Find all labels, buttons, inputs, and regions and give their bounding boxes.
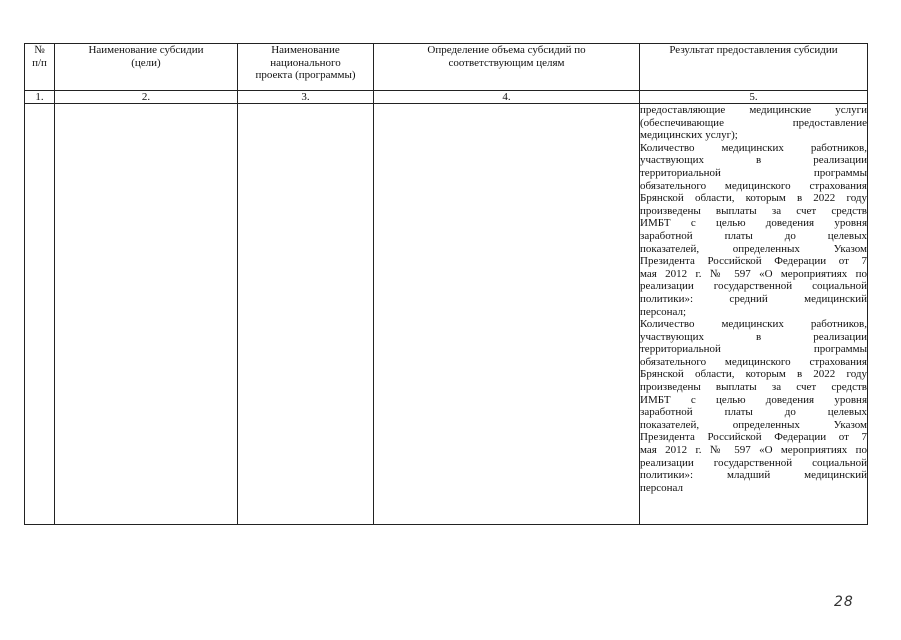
result-line: заработной платы до целевых	[640, 406, 867, 419]
header-volume	[374, 44, 640, 91]
column-number-1: 1.	[25, 91, 55, 104]
header-number	[25, 44, 55, 91]
table-row	[25, 104, 868, 525]
header-result	[640, 44, 868, 91]
result-line: персонал;	[640, 305, 687, 318]
result-line: обязательного медицинского страхования	[640, 179, 867, 192]
result-line: участвующих в реализации	[640, 330, 867, 343]
header-project-name	[238, 44, 374, 91]
result-text	[640, 104, 867, 494]
header-project-name-label: Наименование национального проекта (программы)	[255, 44, 356, 82]
header-result-label: Результат предоставления субсидии	[669, 44, 838, 56]
result-line: обязательного медицинского страхования	[640, 355, 867, 368]
result-line: Президента Российской Федерации от 7	[640, 431, 867, 444]
cell-result	[640, 104, 868, 525]
result-line: мая 2012 г. № 597 «О мероприятиях по	[640, 444, 867, 457]
result-line: заработной платы до целевых	[640, 229, 867, 242]
header-volume-label: Определение объема субсидий по соответствующим целям	[427, 44, 586, 69]
result-line: медицинских услуг);	[640, 129, 738, 142]
cell-project-name	[238, 104, 374, 525]
column-number-4: 4.	[374, 91, 640, 104]
result-line: Количество медицинских работников,	[640, 141, 867, 154]
result-line: произведены выплаты за счет средств	[640, 381, 867, 394]
column-number-2: 2.	[55, 91, 238, 104]
column-number-5: 5.	[640, 91, 868, 104]
header-row	[25, 44, 868, 91]
result-line: политики»: средний медицинский	[640, 292, 867, 305]
result-line: участвующих в реализации	[640, 154, 867, 167]
cell-number	[25, 104, 55, 525]
result-line: (обеспечивающие предоставление	[640, 116, 867, 129]
header-number-label: № п/п	[32, 44, 47, 69]
result-line: реализации государственной социальной	[640, 456, 867, 469]
result-line: предоставляющие медицинские услуги	[640, 104, 867, 116]
result-line: Брянской области, которым в 2022 году	[640, 192, 867, 205]
result-line: Брянской области, которым в 2022 году	[640, 368, 867, 381]
result-line: территориальной программы	[640, 343, 867, 356]
subsidy-table	[24, 43, 868, 525]
result-line: ИМБТ с целью доведения уровня	[640, 217, 867, 230]
cell-volume	[374, 104, 640, 525]
column-number-3: 3.	[238, 91, 374, 104]
result-line: политики»: младший медицинский	[640, 469, 867, 482]
result-line: территориальной программы	[640, 166, 867, 179]
cell-subsidy-name	[55, 104, 238, 525]
result-line: Президента Российской Федерации от 7	[640, 255, 867, 268]
page-number: 28	[834, 594, 854, 610]
result-line: реализации государственной социальной	[640, 280, 867, 293]
result-line: персонал	[640, 481, 684, 494]
result-line: ИМБТ с целью доведения уровня	[640, 393, 867, 406]
result-line: произведены выплаты за счет средств	[640, 204, 867, 217]
result-line: Количество медицинских работников,	[640, 318, 867, 331]
result-line: показателей, определенных Указом	[640, 242, 867, 255]
header-subsidy-name-label: Наименование субсидии (цели)	[88, 44, 204, 69]
result-line: показателей, определенных Указом	[640, 418, 867, 431]
result-line: мая 2012 г. № 597 «О мероприятиях по	[640, 267, 867, 280]
column-number-row	[25, 91, 868, 104]
header-subsidy-name	[55, 44, 238, 91]
